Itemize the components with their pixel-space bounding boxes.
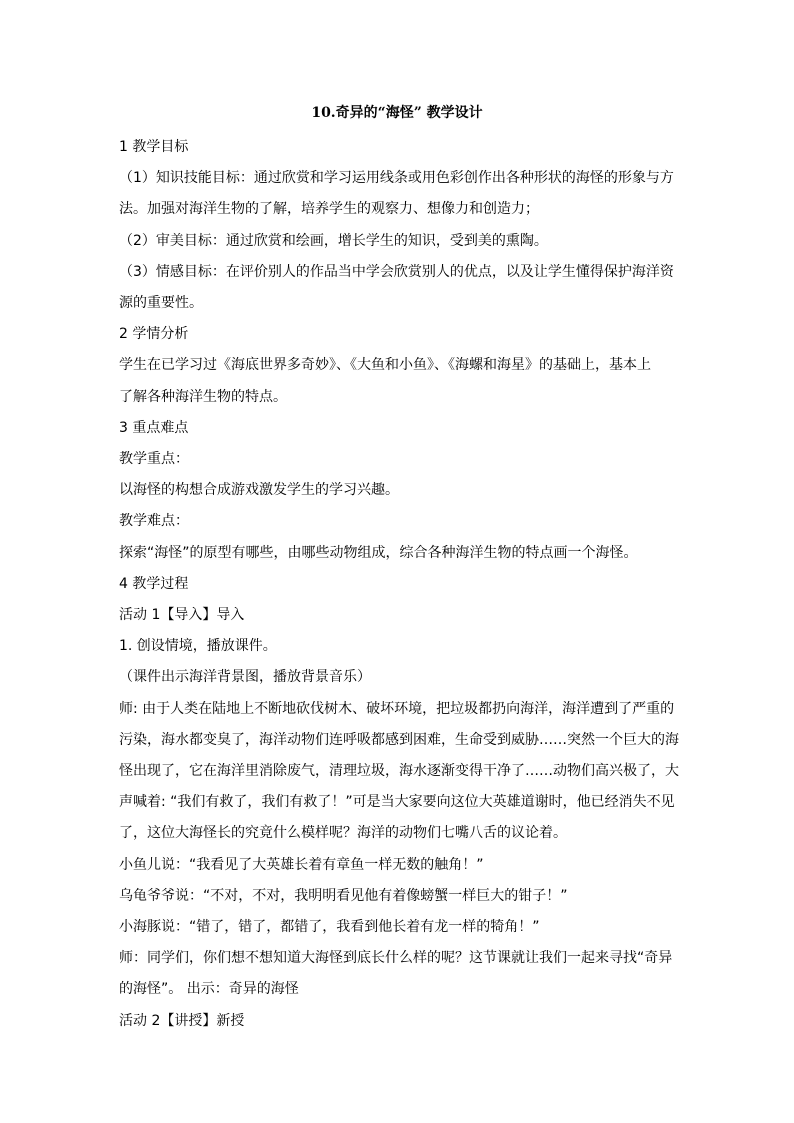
activity-heading: 活动 2【讲授】新授	[119, 1012, 245, 1029]
paragraph-line: （课件出示海洋背景图，播放背景音乐）	[119, 669, 371, 686]
paragraph-line: 探索“海怪”的原型有哪些，由哪些动物组成，综合各种海洋生物的特点画一个海怪。	[119, 544, 638, 561]
paragraph-line: （1）知识技能目标：通过欣赏和学习运用线条或用色彩创作出各种形状的海怪的形象与方	[119, 170, 674, 187]
paragraph-line: （3）情感目标：在评价别人的作品当中学会欣赏别人的优点，以及让学生懂得保护海洋资	[119, 263, 674, 280]
paragraph-line: 的海怪”。 出示：奇异的海怪	[119, 981, 299, 998]
document-title: 10.奇异的“海怪” 教学设计	[311, 105, 483, 121]
activity-heading: 活动 1【导入】导入	[119, 607, 245, 624]
paragraph-line: 小海豚说：“错了，错了，都错了，我看到他长着有龙一样的犄角！”	[119, 919, 540, 936]
paragraph-line: 1. 创设情境，播放课件。	[119, 638, 277, 655]
paragraph-line: 污染，海水都变臭了，海洋动物们连呼吸都感到困难，生命受到威胁……突然一个巨大的海	[119, 731, 679, 748]
section-heading-analysis: 2 学情分析	[119, 326, 189, 343]
paragraph-line: 小鱼儿说：“我看见了大英雄长着有章鱼一样无数的触角！”	[119, 856, 484, 873]
subheading-key-point: 教学重点：	[119, 451, 189, 468]
paragraph-line: 了，这位大海怪长的究竟什么模样呢？海洋的动物们七嘴八舌的议论着。	[119, 825, 567, 842]
paragraph-line: 学生在已学习过《海底世界多奇妙》、《大鱼和小鱼》、《海螺和海星》的基础上，基本上	[119, 357, 651, 374]
paragraph-line: 师：同学们，你们想不想知道大海怪到底长什么样的呢？这节课就让我们一起来寻找“奇异	[119, 950, 673, 967]
section-heading-objectives: 1 教学目标	[119, 139, 189, 155]
paragraph-line: 声喊着: “我们有救了，我们有救了！”可是当大家要向这位大英雄道谢时，他已经消失不见	[119, 794, 675, 811]
paragraph-line: 乌龟爷爷说：“不对，不对，我明明看见他有着像螃蟹一样巨大的钳子！”	[119, 887, 568, 904]
paragraph-line: 了解各种海洋生物的特点。	[119, 388, 287, 405]
section-heading-process: 4 教学过程	[119, 575, 189, 592]
document-body	[119, 132, 679, 1037]
paragraph-line: 法。加强对海洋生物的了解，培养学生的观察力、想像力和创造力；	[119, 201, 539, 218]
section-heading-key-points: 3 重点难点	[119, 419, 189, 436]
paragraph-line: 怪出现了，它在海洋里消除废气，清理垃圾，海水逐渐变得干净了……动物们高兴极了，大	[119, 763, 679, 780]
paragraph-line: 师: 由于人类在陆地上不断地砍伐树木、破坏环境，把垃圾都扔向海洋，海洋遭到了严重的	[119, 700, 675, 717]
subheading-difficulty: 教学难点：	[119, 513, 189, 530]
paragraph-line: （2）审美目标：通过欣赏和绘画，增长学生的知识，受到美的熏陶。	[119, 232, 548, 249]
paragraph-line: 源的重要性。	[119, 295, 203, 312]
paragraph-line: 以海怪的构想合成游戏激发学生的学习兴趣。	[119, 482, 399, 499]
